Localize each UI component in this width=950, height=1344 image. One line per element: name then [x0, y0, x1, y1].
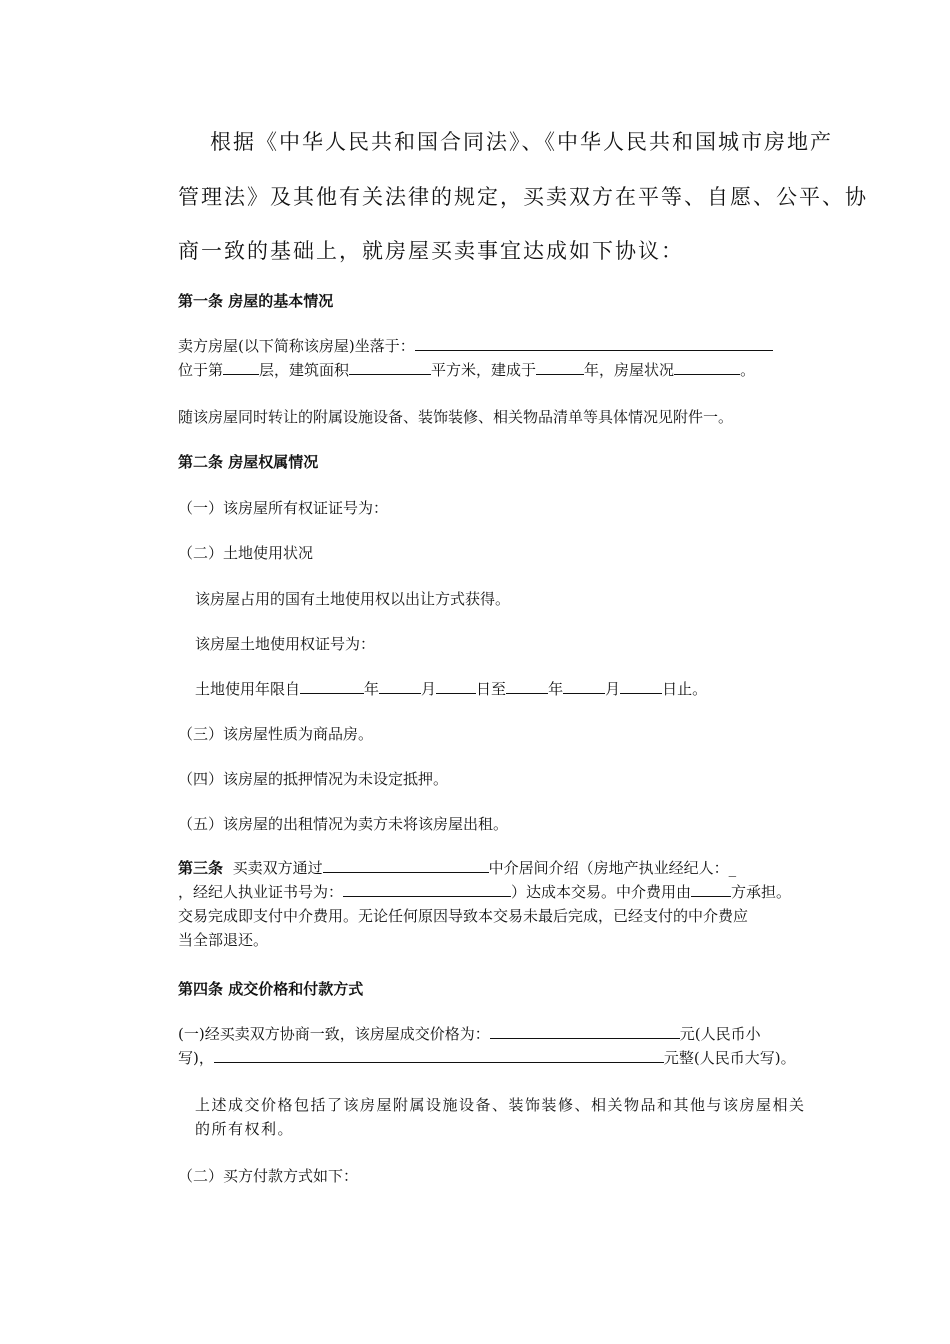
- article-3-line-1: [178, 856, 808, 880]
- start-month-blank: [379, 679, 421, 694]
- fee-party-blank: [691, 882, 731, 897]
- term-text-c: 月: [421, 680, 437, 698]
- article-3-line-2: [178, 880, 808, 904]
- article-2-item-1: （一）该房屋所有权证证号为：: [178, 499, 389, 517]
- land-cert-line: 该房屋土地使用权证号为：: [195, 635, 376, 653]
- article-2-item-4: （四）该房屋的抵押情况为未设定抵押。: [178, 770, 449, 788]
- end-month-blank: [563, 679, 605, 694]
- includes-line-1: 上述成交价格包括了该房屋附属设施设备、装饰装修、相关物品和其他与该房屋相关: [195, 1096, 806, 1114]
- price-lower-blank: [490, 1024, 680, 1039]
- article-3-text-b: 中介居间介绍（房地产执业经纪人：_: [488, 859, 737, 877]
- location-blank: [415, 336, 773, 351]
- price-text-c: 写)，: [178, 1049, 214, 1067]
- land-term-line: [195, 677, 825, 701]
- condition-blank: [674, 360, 740, 375]
- article-3-text-a: 买卖双方通过: [232, 859, 323, 877]
- article-4-heading: 第四条 成交价格和付款方式: [178, 980, 364, 998]
- floor-text-b: 层，建筑面积: [259, 361, 350, 379]
- license-blank: [343, 882, 511, 897]
- article-3-heading: 第三条: [178, 859, 224, 877]
- land-state-line: 该房屋占用的国有土地使用权以出让方式获得。: [195, 590, 511, 608]
- end-year-blank: [506, 679, 548, 694]
- term-text-e: 年: [548, 680, 564, 698]
- term-text-d: 日至: [476, 680, 507, 698]
- price-line-2: [178, 1046, 808, 1070]
- term-text-g: 日止。: [662, 680, 708, 698]
- intro-line-2: 管理法》及其他有关法律的规定，买卖双方在平等、自愿、公平、协: [178, 185, 868, 209]
- price-text-b: 元(人民币小: [679, 1025, 761, 1043]
- floor-text-d: 年，房屋状况: [584, 361, 675, 379]
- year-built-blank: [536, 360, 584, 375]
- floor-text-c: 平方米，建成于: [431, 361, 537, 379]
- article-4-item-2: （二）买方付款方式如下：: [178, 1167, 359, 1185]
- term-text-f: 月: [605, 680, 621, 698]
- price-text-d: 元整(人民币大写)。: [663, 1049, 796, 1067]
- article-2-heading: 第二条 房屋权属情况: [178, 453, 319, 471]
- article-3-text-d: ）达成本交易。中介费用由: [511, 883, 692, 901]
- price-upper-blank: [214, 1048, 664, 1063]
- agency-blank: [323, 858, 489, 873]
- start-day-blank: [436, 679, 476, 694]
- price-text-a: (一)经买卖双方协商一致，该房屋成交价格为：: [178, 1025, 490, 1043]
- location-label: 卖方房屋(以下简称该房屋)坐落于：: [178, 337, 415, 355]
- floor-text-a: 位于第: [178, 361, 224, 379]
- article-3-line-4: 当全部退还。: [178, 931, 269, 949]
- location-line: [178, 334, 808, 358]
- intro-line-1: 根据《中华人民共和国合同法》、《中华人民共和国城市房地产: [210, 130, 833, 154]
- floor-line: [178, 358, 808, 382]
- term-text-a: 土地使用年限自: [195, 680, 301, 698]
- includes-line-2: 的所有权利。: [195, 1120, 295, 1138]
- article-3-text-c: ，经纪人执业证书号为：: [178, 883, 344, 901]
- term-text-b: 年: [364, 680, 380, 698]
- attachments-line: 随该房屋同时转让的附属设施设备、装饰装修、相关物品清单等具体情况见附件一。: [178, 408, 734, 426]
- article-1-heading: 第一条 房屋的基本情况: [178, 292, 334, 310]
- start-year-blank: [300, 679, 364, 694]
- floor-text-e: 。: [740, 361, 756, 379]
- article-3-line-3: 交易完成即支付中介费用。无论任何原因导致本交易未最后完成，已经支付的中介费应: [178, 907, 749, 925]
- area-blank: [349, 360, 431, 375]
- intro-line-3: 商一致的基础上，就房屋买卖事宜达成如下协议：: [178, 239, 684, 263]
- price-line-1: [178, 1022, 808, 1046]
- floor-blank: [223, 360, 259, 375]
- article-3-text-e: 方承担。: [731, 883, 792, 901]
- end-day-blank: [620, 679, 662, 694]
- article-2-item-2: （二）土地使用状况: [178, 544, 314, 562]
- article-2-item-3: （三）该房屋性质为商品房。: [178, 725, 374, 743]
- article-2-item-5: （五）该房屋的出租情况为卖方未将该房屋出租。: [178, 815, 509, 833]
